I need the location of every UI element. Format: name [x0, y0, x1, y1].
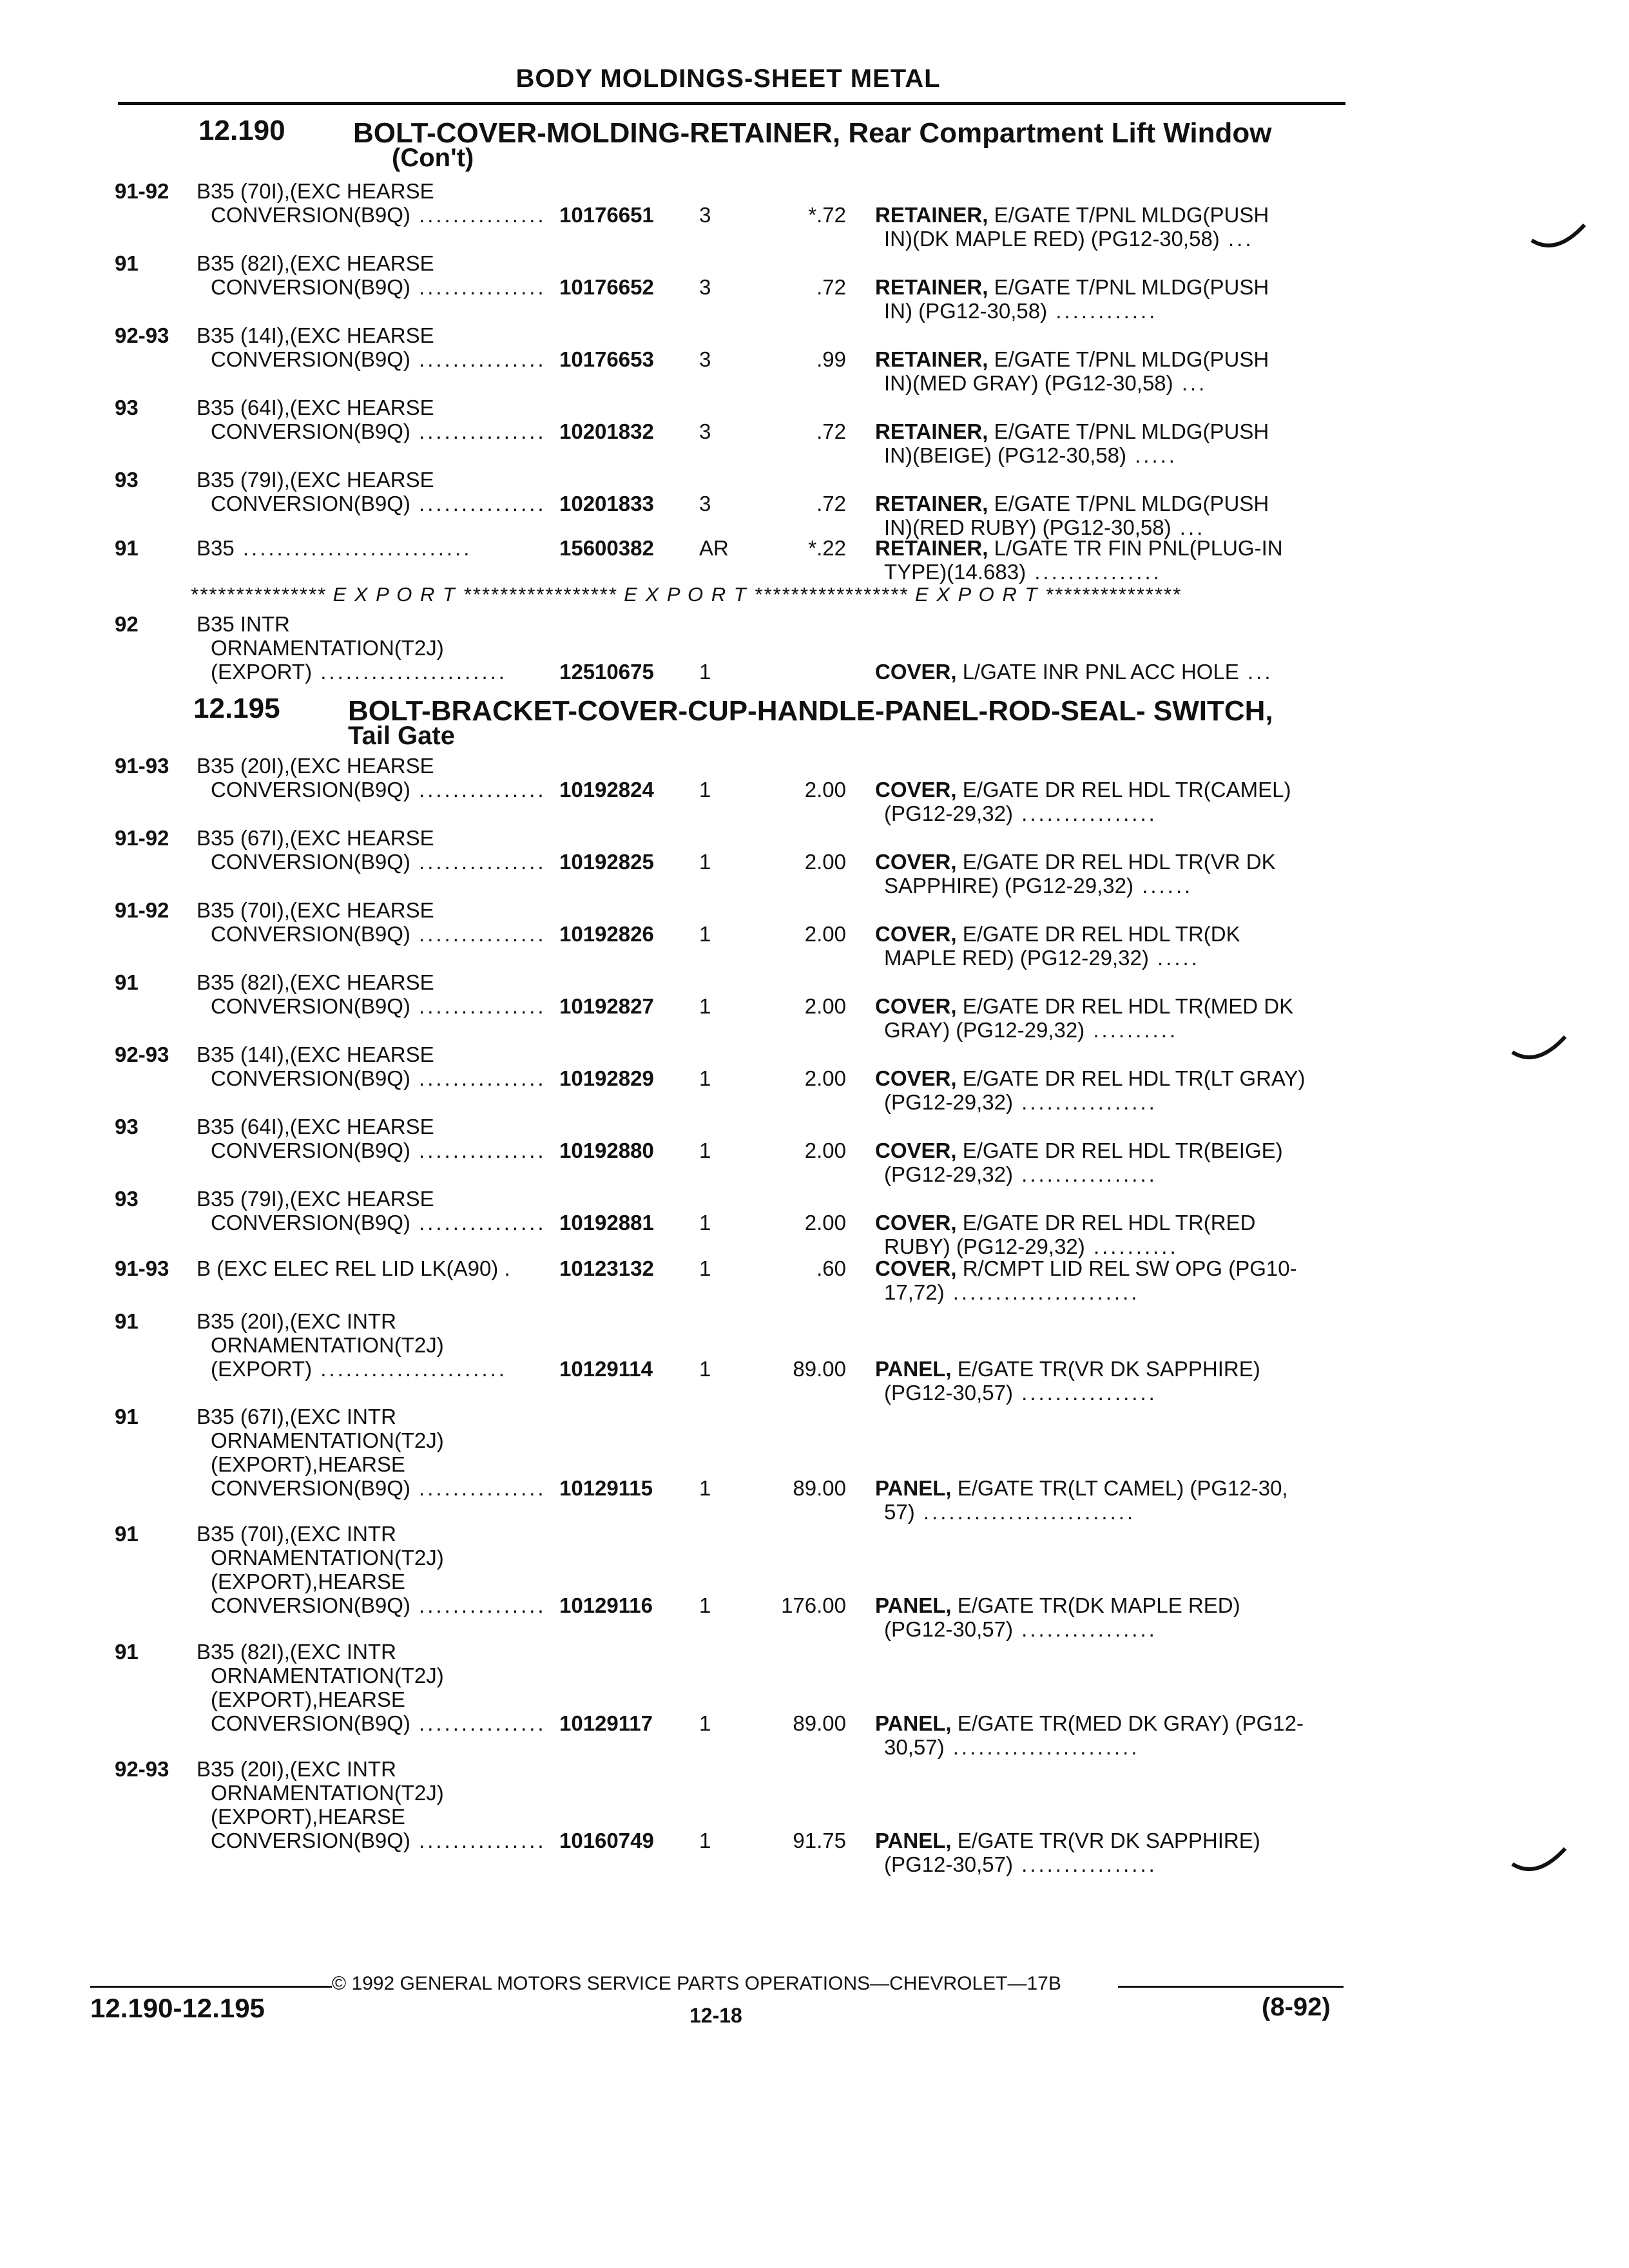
model-line: B35 ........................... [197, 536, 472, 560]
part-description [875, 275, 1352, 323]
model-application [197, 1115, 546, 1162]
model-line: CONVERSION(B9Q) ............... [211, 1476, 546, 1500]
part-name: COVER, [875, 1139, 963, 1162]
model-line: (EXPORT),HEARSE [211, 1452, 405, 1476]
part-name: COVER, [875, 1066, 963, 1090]
revision-date: (8-92) [1262, 1993, 1331, 2021]
dot-leader: ...................... [944, 1735, 1140, 1759]
model-application [197, 1405, 546, 1500]
part-description [875, 1593, 1352, 1641]
description-line: RUBY) (PG12-29,32) .......... [884, 1235, 1179, 1258]
section-range: 12.190-12.195 [90, 1993, 265, 2023]
dot-leader: ...................... [944, 1280, 1140, 1304]
price: 2.00 [804, 778, 846, 802]
model-line: B35 (70I),(EXC INTR [197, 1522, 396, 1546]
price: 2.00 [804, 1211, 846, 1235]
price: 2.00 [804, 850, 846, 874]
model-line: (EXPORT),HEARSE [211, 1570, 405, 1593]
description-line: COVER, E/GATE DR REL HDL TR(VR DK [875, 850, 1276, 874]
model-line: B35 (79I),(EXC HEARSE [197, 1187, 434, 1211]
model-application [197, 1640, 546, 1735]
price: .99 [816, 347, 846, 371]
export-banner: *************** E X P O R T ***************** E X P O R T ***************** E X P O R T *************** [190, 583, 1181, 606]
dot-leader: ................ [1012, 1852, 1157, 1876]
part-description [875, 347, 1352, 395]
model-years: 91 [115, 1640, 139, 1664]
model-application [197, 826, 546, 874]
quantity: AR [699, 536, 729, 560]
part-name: PANEL, [875, 1711, 958, 1735]
model-application [197, 1522, 546, 1617]
dot-leader: ... [1239, 660, 1273, 684]
quantity: 3 [699, 419, 711, 443]
part-description [875, 850, 1352, 898]
model-years: 93 [115, 396, 139, 419]
model-line: B35 INTR [197, 612, 290, 636]
model-years: 92-93 [115, 323, 169, 347]
description-line: RETAINER, E/GATE T/PNL MLDG(PUSH [875, 492, 1269, 515]
dot-leader: ............... [410, 347, 546, 371]
quantity: 1 [699, 994, 711, 1018]
price: .72 [816, 492, 846, 515]
model-years: 92 [115, 612, 139, 636]
part-name: RETAINER, [875, 536, 994, 560]
dot-leader: ............... [410, 419, 546, 443]
model-line: CONVERSION(B9Q) ............... [211, 922, 546, 946]
model-line: B35 (14I),(EXC HEARSE [197, 323, 434, 347]
dot-leader: ............... [410, 1829, 546, 1852]
description-line: RETAINER, L/GATE TR FIN PNL(PLUG-IN [875, 536, 1283, 560]
quantity: 1 [699, 1711, 711, 1735]
model-line: CONVERSION(B9Q) ............... [211, 419, 546, 443]
part-name: PANEL, [875, 1476, 958, 1500]
price: 2.00 [804, 1066, 846, 1090]
section-title-text: BOLT-COVER-MOLDING-RETAINER, Rear Compartment Lift Window [353, 117, 1272, 149]
model-line: B35 (82I),(EXC HEARSE [197, 970, 434, 994]
part-name: COVER, [875, 994, 963, 1018]
section-subtitle: (Con't) [392, 144, 474, 172]
model-line: CONVERSION(B9Q) ............... [211, 1593, 546, 1617]
dot-leader: ................ [1012, 1090, 1157, 1114]
model-line: B35 (20I),(EXC HEARSE [197, 754, 434, 778]
description-line: COVER, E/GATE DR REL HDL TR(RED [875, 1211, 1256, 1235]
model-line: B35 (20I),(EXC INTR [197, 1309, 396, 1333]
description-line: GRAY) (PG12-29,32) .......... [884, 1018, 1179, 1042]
part-name: RETAINER, [875, 275, 994, 299]
part-name: COVER, [875, 922, 963, 946]
model-line: ORNAMENTATION(T2J) [211, 1781, 444, 1805]
model-line: CONVERSION(B9Q) ............... [211, 275, 546, 299]
price: *.22 [808, 536, 846, 560]
model-years: 91 [115, 1405, 139, 1428]
part-name: RETAINER, [875, 419, 994, 443]
dot-leader: ...................... [312, 1357, 507, 1381]
description-line: RETAINER, E/GATE T/PNL MLDG(PUSH [875, 347, 1269, 371]
dot-leader: ............... [410, 850, 546, 874]
dot-leader: ............ [1047, 299, 1158, 323]
description-line: RETAINER, E/GATE T/PNL MLDG(PUSH [875, 203, 1269, 227]
dot-leader: ............... [410, 275, 546, 299]
part-number: 10192825 [559, 850, 654, 874]
model-line: CONVERSION(B9Q) ............... [211, 492, 546, 515]
part-number: 10201833 [559, 492, 654, 515]
dot-leader: ........................... [234, 536, 472, 560]
description-line: COVER, R/CMPT LID REL SW OPG (PG10- [875, 1256, 1297, 1280]
part-description [875, 1211, 1352, 1258]
quantity: 1 [699, 778, 711, 802]
part-number: 10176651 [559, 203, 654, 227]
model-application [197, 1256, 510, 1280]
part-name: PANEL, [875, 1829, 958, 1852]
description-line: TYPE)(14.683) ............... [884, 560, 1162, 584]
section-title [353, 117, 1272, 172]
quantity: 1 [699, 660, 711, 684]
dot-leader: ............... [1026, 560, 1162, 584]
check-mark-icon [1511, 1034, 1569, 1073]
page-number: 12-18 [689, 2004, 742, 2027]
model-line: CONVERSION(B9Q) ............... [211, 1711, 546, 1735]
part-name: PANEL, [875, 1357, 958, 1381]
description-line: IN)(DK MAPLE RED) (PG12-30,58) ... [884, 227, 1254, 251]
model-line: B35 (79I),(EXC HEARSE [197, 468, 434, 492]
model-line: CONVERSION(B9Q) ............... [211, 850, 546, 874]
description-line: 17,72) ...................... [884, 1280, 1140, 1304]
model-line: ORNAMENTATION(T2J) [211, 1333, 444, 1357]
footer-rule-right [1118, 1986, 1344, 1988]
model-application [197, 1187, 546, 1235]
model-application [197, 251, 546, 299]
model-line: B35 (82I),(EXC HEARSE [197, 251, 434, 275]
price: *.72 [808, 203, 846, 227]
model-line: CONVERSION(B9Q) ............... [211, 778, 546, 802]
model-application [197, 536, 472, 560]
part-description [875, 1139, 1352, 1186]
model-line: CONVERSION(B9Q) ............... [211, 1139, 546, 1162]
section-number: 12.190 [198, 115, 285, 146]
model-application [197, 1757, 546, 1852]
price: 89.00 [793, 1476, 846, 1500]
dot-leader: ............... [410, 778, 546, 802]
model-years: 91-93 [115, 754, 169, 778]
model-years: 91 [115, 970, 139, 994]
part-description [875, 1066, 1352, 1114]
description-line: COVER, E/GATE DR REL HDL TR(LT GRAY) [875, 1066, 1306, 1090]
model-line: B35 (64I),(EXC HEARSE [197, 396, 434, 419]
model-years: 91-93 [115, 1256, 169, 1280]
dot-leader: ..... [1148, 946, 1200, 970]
model-line: B (EXC ELEC REL LID LK(A90) . [197, 1256, 510, 1280]
dot-leader: ... [1171, 515, 1206, 539]
part-name: COVER, [875, 1211, 963, 1235]
dot-leader: ............... [410, 1476, 546, 1500]
price: 89.00 [793, 1711, 846, 1735]
dot-leader: ...................... [312, 660, 507, 684]
part-number: 10192881 [559, 1211, 654, 1235]
model-line: B35 (67I),(EXC INTR [197, 1405, 396, 1428]
description-line: IN)(MED GRAY) (PG12-30,58) ... [884, 371, 1208, 395]
description-line: COVER, E/GATE DR REL HDL TR(CAMEL) [875, 778, 1291, 802]
model-line: ORNAMENTATION(T2J) [211, 636, 444, 660]
model-line: (EXPORT),HEARSE [211, 1805, 405, 1829]
quantity: 1 [699, 1829, 711, 1852]
part-number: 10129114 [559, 1357, 653, 1381]
part-description [875, 492, 1352, 539]
quantity: 1 [699, 1211, 711, 1235]
section-subtitle: Tail Gate [348, 722, 455, 750]
model-line: B35 (67I),(EXC HEARSE [197, 826, 434, 850]
part-description [875, 660, 1352, 684]
quantity: 1 [699, 1357, 711, 1381]
part-name: COVER, [875, 850, 963, 874]
model-line: ORNAMENTATION(T2J) [211, 1546, 444, 1570]
price: .72 [816, 419, 846, 443]
description-line: MAPLE RED) (PG12-29,32) ..... [884, 946, 1200, 970]
running-head: BODY MOLDINGS-SHEET METAL [516, 64, 941, 93]
quantity: 1 [699, 1476, 711, 1500]
part-description [875, 203, 1352, 251]
model-line: CONVERSION(B9Q) ............... [211, 1211, 546, 1235]
model-years: 91 [115, 1309, 139, 1333]
model-line: ORNAMENTATION(T2J) [211, 1428, 444, 1452]
model-application [197, 612, 507, 684]
quantity: 3 [699, 203, 711, 227]
part-description [875, 1476, 1352, 1524]
dot-leader: ............... [410, 922, 546, 946]
price: 2.00 [804, 922, 846, 946]
quantity: 1 [699, 1256, 711, 1280]
part-number: 10160749 [559, 1829, 654, 1852]
price: 2.00 [804, 1139, 846, 1162]
part-name: PANEL, [875, 1593, 958, 1617]
quantity: 3 [699, 275, 711, 299]
part-number: 10192829 [559, 1066, 654, 1090]
dot-leader: ............... [410, 994, 546, 1018]
description-line: COVER, E/GATE DR REL HDL TR(MED DK [875, 994, 1294, 1018]
dot-leader: ......................... [914, 1500, 1136, 1524]
model-application [197, 468, 546, 515]
description-line: COVER, E/GATE DR REL HDL TR(DK [875, 922, 1240, 946]
section-number: 12.195 [193, 693, 280, 724]
part-description [875, 1256, 1352, 1304]
description-line: PANEL, E/GATE TR(LT CAMEL) (PG12-30, [875, 1476, 1288, 1500]
model-line: B35 (70I),(EXC HEARSE [197, 898, 434, 922]
part-number: 15600382 [559, 536, 654, 560]
model-line: B35 (14I),(EXC HEARSE [197, 1043, 434, 1066]
model-application [197, 754, 546, 802]
dot-leader: ... [1219, 227, 1254, 251]
part-description [875, 778, 1352, 825]
part-name: RETAINER, [875, 203, 994, 227]
dot-leader: ..... [1126, 443, 1177, 467]
part-description [875, 1357, 1352, 1405]
model-years: 93 [115, 1187, 139, 1211]
model-line: B35 (82I),(EXC INTR [197, 1640, 396, 1664]
dot-leader: .......... [1084, 1018, 1179, 1042]
quantity: 3 [699, 492, 711, 515]
dot-leader: ................ [1012, 1381, 1157, 1405]
header-rule [118, 102, 1345, 105]
description-line: (PG12-29,32) ................ [884, 1090, 1157, 1114]
quantity: 1 [699, 1139, 711, 1162]
description-line: RETAINER, E/GATE T/PNL MLDG(PUSH [875, 419, 1269, 443]
model-line: B35 (64I),(EXC HEARSE [197, 1115, 434, 1139]
section-title-text: BOLT-BRACKET-COVER-CUP-HANDLE-PANEL-ROD-SEAL- SWITCH, [348, 695, 1273, 727]
description-line: IN)(BEIGE) (PG12-30,58) ..... [884, 443, 1177, 467]
description-line: 30,57) ...................... [884, 1735, 1140, 1759]
model-application [197, 1043, 546, 1090]
price: 89.00 [793, 1357, 846, 1381]
description-line: COVER, L/GATE INR PNL ACC HOLE ... [875, 660, 1273, 684]
description-line: PANEL, E/GATE TR(VR DK SAPPHIRE) [875, 1357, 1260, 1381]
model-line: (EXPORT),HEARSE [211, 1687, 405, 1711]
price: 2.00 [804, 994, 846, 1018]
part-number: 10201832 [559, 419, 654, 443]
price: .72 [816, 275, 846, 299]
dot-leader: ................ [1012, 1162, 1157, 1186]
part-description [875, 1711, 1352, 1759]
dot-leader: ............... [410, 492, 546, 515]
description-line: PANEL, E/GATE TR(DK MAPLE RED) [875, 1593, 1240, 1617]
description-line: PANEL, E/GATE TR(MED DK GRAY) (PG12- [875, 1711, 1304, 1735]
model-line: (EXPORT) ...................... [211, 1357, 507, 1381]
dot-leader: ............... [410, 1211, 546, 1235]
dot-leader: ................ [1012, 1617, 1157, 1641]
dot-leader: ............... [410, 1711, 546, 1735]
part-number: 12510675 [559, 660, 654, 684]
footer-rule-left [90, 1986, 332, 1988]
model-years: 93 [115, 1115, 139, 1139]
description-line: (PG12-29,32) ................ [884, 1162, 1157, 1186]
model-years: 91 [115, 536, 139, 560]
price: 91.75 [793, 1829, 846, 1852]
dot-leader: ............... [410, 203, 546, 227]
section-title [348, 695, 1273, 750]
model-application [197, 323, 546, 371]
price: .60 [816, 1256, 846, 1280]
part-number: 10192827 [559, 994, 654, 1018]
model-line: CONVERSION(B9Q) ............... [211, 1829, 546, 1852]
model-application [197, 396, 546, 443]
description-line: (PG12-30,57) ................ [884, 1852, 1157, 1876]
part-name: COVER, [875, 1256, 963, 1280]
model-line: CONVERSION(B9Q) ............... [211, 347, 546, 371]
dot-leader: ... [1173, 371, 1208, 395]
model-line: CONVERSION(B9Q) ............... [211, 203, 546, 227]
part-number: 10129115 [559, 1476, 653, 1500]
description-line: RETAINER, E/GATE T/PNL MLDG(PUSH [875, 275, 1269, 299]
model-application [197, 898, 546, 946]
dot-leader: .......... [1084, 1235, 1179, 1258]
part-number: 10129117 [559, 1711, 653, 1735]
check-mark-icon [1530, 222, 1588, 261]
part-number: 10176652 [559, 275, 654, 299]
model-application [197, 1309, 507, 1381]
part-name: RETAINER, [875, 492, 994, 515]
model-application [197, 179, 546, 227]
part-name: COVER, [875, 660, 963, 684]
dot-leader: ............... [410, 1593, 546, 1617]
dot-leader: ................ [1012, 802, 1157, 825]
quantity: 1 [699, 850, 711, 874]
part-description [875, 1829, 1352, 1876]
description-line: SAPPHIRE) (PG12-29,32) ...... [884, 874, 1193, 898]
part-number: 10129116 [559, 1593, 653, 1617]
dot-leader: ............... [410, 1066, 546, 1090]
part-name: COVER, [875, 778, 963, 802]
dot-leader: ...... [1133, 874, 1193, 898]
part-number: 10123132 [559, 1256, 654, 1280]
description-line: PANEL, E/GATE TR(VR DK SAPPHIRE) [875, 1829, 1260, 1852]
part-description [875, 922, 1352, 970]
model-line: B35 (20I),(EXC INTR [197, 1757, 396, 1781]
description-line: (PG12-29,32) ................ [884, 802, 1157, 825]
price: 176.00 [781, 1593, 846, 1617]
model-line: B35 (70I),(EXC HEARSE [197, 179, 434, 203]
description-line: (PG12-30,57) ................ [884, 1381, 1157, 1405]
description-line: IN) (PG12-30,58) ............ [884, 299, 1158, 323]
quantity: 3 [699, 347, 711, 371]
dot-leader: ............... [410, 1139, 546, 1162]
model-years: 91 [115, 1522, 139, 1546]
description-line: (PG12-30,57) ................ [884, 1617, 1157, 1641]
description-line: COVER, E/GATE DR REL HDL TR(BEIGE) [875, 1139, 1283, 1162]
part-number: 10176653 [559, 347, 654, 371]
description-line: 57) ......................... [884, 1500, 1136, 1524]
description-line: IN)(RED RUBY) (PG12-30,58) ... [884, 515, 1206, 539]
quantity: 1 [699, 1593, 711, 1617]
quantity: 1 [699, 922, 711, 946]
part-description [875, 536, 1352, 584]
model-years: 91-92 [115, 826, 169, 850]
model-years: 92-93 [115, 1043, 169, 1066]
part-number: 10192880 [559, 1139, 654, 1162]
model-line: CONVERSION(B9Q) ............... [211, 1066, 546, 1090]
model-line: ORNAMENTATION(T2J) [211, 1664, 444, 1687]
model-line: CONVERSION(B9Q) ............... [211, 994, 546, 1018]
quantity: 1 [699, 1066, 711, 1090]
part-description [875, 994, 1352, 1042]
part-number: 10192824 [559, 778, 654, 802]
copyright-line: © 1992 GENERAL MOTORS SERVICE PARTS OPERATIONS—CHEVROLET—17B [332, 1973, 1061, 1994]
model-years: 92-93 [115, 1757, 169, 1781]
model-years: 91-92 [115, 179, 169, 203]
model-line: (EXPORT) ...................... [211, 660, 507, 684]
part-number: 10192826 [559, 922, 654, 946]
model-years: 93 [115, 468, 139, 492]
model-years: 91-92 [115, 898, 169, 922]
part-name: RETAINER, [875, 347, 994, 371]
model-application [197, 970, 546, 1018]
check-mark-icon [1511, 1846, 1569, 1885]
model-years: 91 [115, 251, 139, 275]
part-description [875, 419, 1352, 467]
